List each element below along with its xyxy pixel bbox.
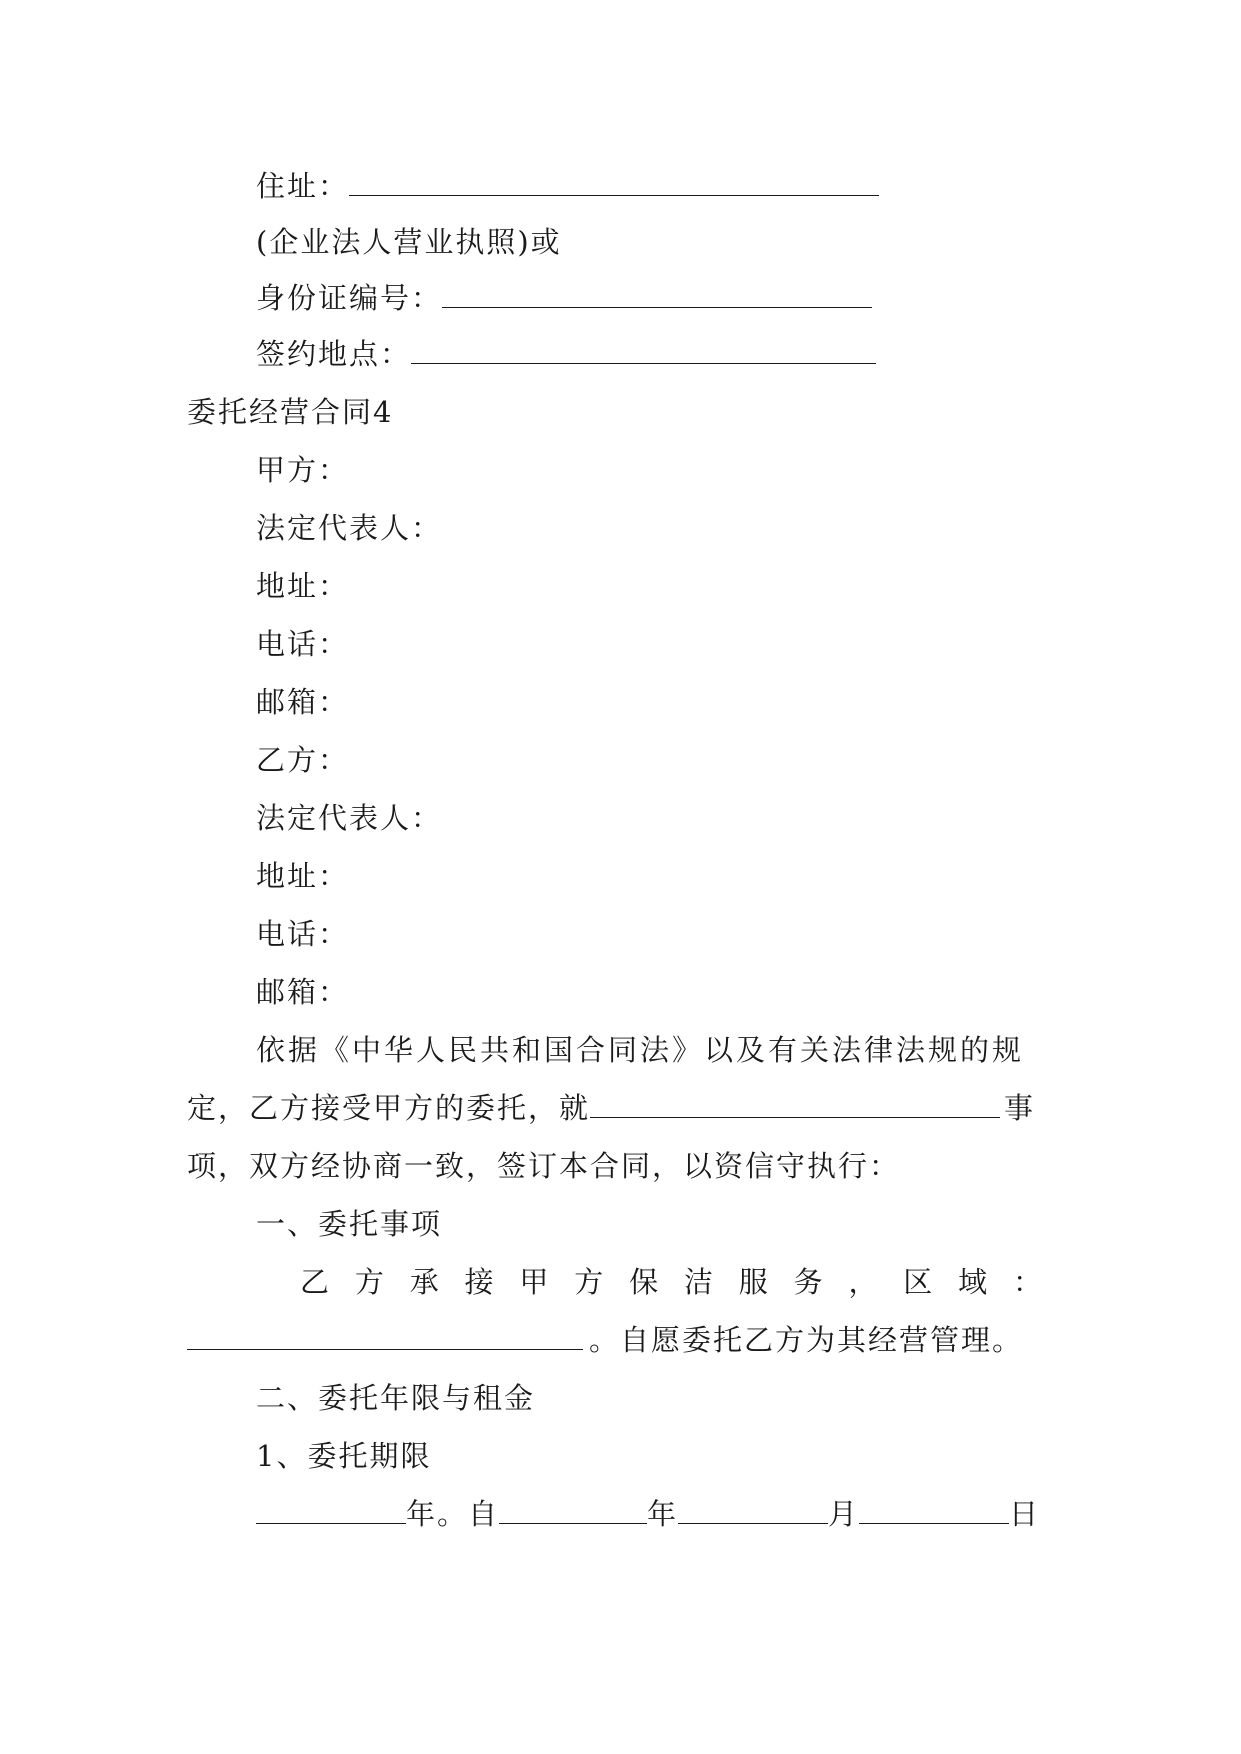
party-a-label: 甲方： (256, 453, 350, 487)
party-a-rep-label: 法定代表人： (256, 511, 443, 545)
party-a-address-label: 地址： (256, 569, 350, 603)
signing-place-label: 签约地点： (256, 337, 412, 371)
address-blank[interactable] (349, 169, 879, 196)
section-1-line-1 (300, 1262, 1042, 1302)
party-a-phone-label: 电话： (256, 627, 350, 661)
section-2-sub-1: 1、委托期限 (256, 1439, 432, 1473)
preamble-line-1: 依据《中华人民共和国合同法》以及有关法律法规的规 (256, 1033, 1025, 1067)
license-note: (企业法人营业执照)或 (256, 225, 562, 259)
start-month-blank[interactable] (678, 1497, 828, 1524)
spread-char: 方 (354, 1265, 384, 1299)
preamble-line-2-end: 事 (1004, 1091, 1036, 1125)
party-b-phone-label: 电话： (256, 917, 350, 951)
party-b-email-label: 邮箱： (256, 975, 350, 1009)
preamble-line-2 (187, 1088, 1035, 1128)
id-number-blank[interactable] (442, 281, 872, 308)
spread-char: 甲 (519, 1265, 549, 1299)
address-line (256, 166, 879, 206)
spread-char: 方 (574, 1265, 604, 1299)
section-1-line-2 (187, 1320, 1023, 1360)
spread-char: 洁 (683, 1265, 713, 1299)
matter-blank[interactable] (590, 1091, 1000, 1118)
spread-char: ： (1012, 1265, 1042, 1299)
start-day-blank[interactable] (859, 1497, 1009, 1524)
id-number-label: 身份证编号： (256, 281, 443, 315)
id-number-line (256, 278, 872, 318)
start-year-text: 年 (647, 1497, 679, 1531)
spread-char: 务 (793, 1265, 823, 1299)
spread-char: 服 (738, 1265, 768, 1299)
spread-char: 承 (409, 1265, 439, 1299)
term-year-text: 年。自 (406, 1497, 500, 1531)
party-a-email-label: 邮箱： (256, 685, 350, 719)
contract-title: 委托经营合同4 (187, 395, 394, 429)
spread-char: 域 (958, 1265, 988, 1299)
section-1-line-1-spread (300, 1262, 1042, 1302)
term-line (256, 1494, 1040, 1534)
party-b-label: 乙方： (256, 743, 350, 777)
spread-char: 区 (903, 1265, 933, 1299)
spread-char: ， (848, 1265, 878, 1299)
party-b-address-label: 地址： (256, 859, 350, 893)
start-month-text: 月 (828, 1497, 860, 1531)
spread-char: 乙 (300, 1265, 330, 1299)
preamble-line-3: 项，双方经协商一致，签订本合同，以资信守执行： (187, 1149, 901, 1183)
spread-char: 接 (464, 1265, 494, 1299)
address-label: 住址： (256, 169, 350, 203)
section-2-heading: 二、委托年限与租金 (256, 1381, 536, 1415)
party-b-rep-label: 法定代表人： (256, 801, 443, 835)
spread-char: 保 (629, 1265, 659, 1299)
section-1-heading: 一、委托事项 (256, 1207, 443, 1241)
start-year-blank[interactable] (499, 1497, 647, 1524)
region-blank[interactable] (187, 1323, 583, 1350)
preamble-line-2-start: 定，乙方接受甲方的委托，就 (187, 1091, 591, 1125)
term-years-blank[interactable] (256, 1497, 406, 1524)
start-day-text: 日 (1009, 1497, 1041, 1531)
signing-place-line (256, 334, 876, 374)
section-1-line-2-end: 。自愿委托乙方为其经营管理。 (589, 1323, 1024, 1357)
signing-place-blank[interactable] (411, 337, 876, 364)
